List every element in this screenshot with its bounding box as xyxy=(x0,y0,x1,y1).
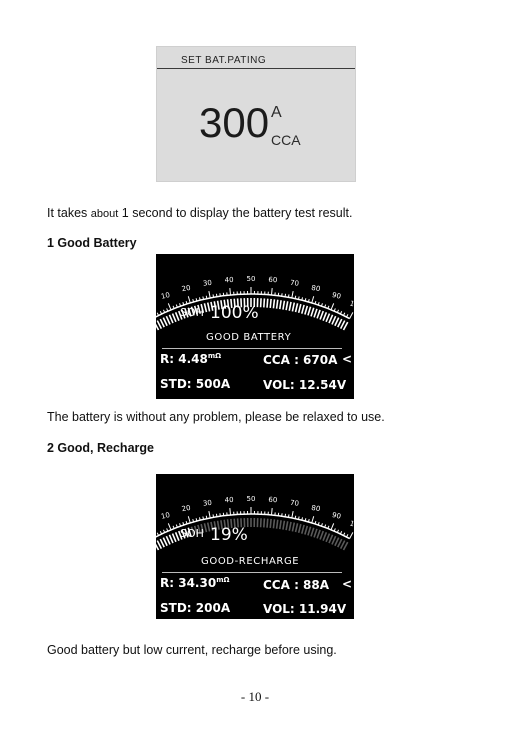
gauge-bar-tick xyxy=(277,520,278,529)
gauge-scale-tick xyxy=(331,303,334,309)
intro-text xyxy=(47,205,352,222)
cca-reading: CCA : 670A xyxy=(263,353,338,367)
gauge-scale-tick xyxy=(168,523,171,529)
gauge-scale-tick xyxy=(347,314,348,317)
gauge-scale-tick xyxy=(295,516,296,519)
gauge-scale-tick xyxy=(292,291,293,298)
gauge-scale-tick xyxy=(209,511,210,518)
gauge-bar-tick xyxy=(296,523,298,532)
rating-unit: A xyxy=(271,104,282,121)
status-divider xyxy=(162,572,342,573)
resistance-unit: mΩ xyxy=(207,352,222,360)
gauge-scale-tick xyxy=(203,297,204,300)
gauge-bar-tick xyxy=(283,521,284,530)
soh-gauge xyxy=(156,474,364,619)
tester-screen-good-battery xyxy=(156,254,364,399)
gauge-scale-label: 30 xyxy=(202,498,213,508)
gauge-scale-tick xyxy=(302,517,303,520)
gauge-bar-tick xyxy=(264,518,265,527)
gauge-scale-label: 80 xyxy=(310,283,321,294)
gauge-bar-tick xyxy=(308,527,311,536)
gauge-scale-label: 20 xyxy=(181,283,192,294)
gauge-bar-tick xyxy=(172,314,175,322)
gauge-bar-tick xyxy=(305,526,307,535)
gauge-scale-tick xyxy=(188,516,190,523)
resistance-value: R: 34.30 xyxy=(160,576,217,590)
gauge-scale-tick xyxy=(199,517,200,520)
gauge-scale-tick xyxy=(163,310,164,313)
gauge-bar-tick xyxy=(267,299,268,308)
gauge-bar-tick xyxy=(280,300,281,309)
gauge-scale-tick xyxy=(168,303,171,309)
intro-post: 1 second to display the battery test result. xyxy=(118,206,353,220)
gauge-bar-tick xyxy=(204,303,206,312)
arrow-left-icon: < xyxy=(342,577,353,591)
intro-small: about xyxy=(90,208,119,220)
gauge-bar-tick xyxy=(172,534,175,542)
gauge-bar-tick xyxy=(277,300,278,309)
gauge-scale-label: 60 xyxy=(268,275,278,285)
gauge-bar-tick xyxy=(302,525,304,534)
gauge-bar-tick xyxy=(332,536,336,544)
gauge-bar-tick xyxy=(305,306,307,315)
gauge-bar-tick xyxy=(323,312,326,320)
std-reading: STD: 500A xyxy=(160,377,231,391)
gauge-scale-tick xyxy=(199,297,200,300)
section1-heading: 1 Good Battery xyxy=(47,236,137,250)
soh-value: 19% xyxy=(210,525,248,545)
gauge-scale-label: 40 xyxy=(224,275,234,285)
gauge-bar-tick xyxy=(308,307,311,316)
soh-label: SOH xyxy=(180,527,204,540)
gauge-bar-tick xyxy=(320,531,323,539)
voltage-reading: VOL: 11.94V xyxy=(263,602,347,616)
section2-heading: 2 Good, Recharge xyxy=(47,441,154,455)
gauge-scale-label: 30 xyxy=(202,278,213,288)
gauge-scale-tick xyxy=(157,533,158,536)
gauge-scale-tick xyxy=(167,528,168,531)
gauge-scale-tick xyxy=(271,288,272,295)
gauge-bar-tick xyxy=(176,312,179,320)
gauge-scale-tick xyxy=(160,531,161,534)
gauge-bar-tick xyxy=(292,303,294,312)
gauge-scale-tick xyxy=(209,291,210,298)
gauge-scale-tick xyxy=(350,312,353,318)
gauge-scale-tick xyxy=(340,311,341,314)
gauge-bar-tick xyxy=(320,311,323,319)
gauge-bar-tick xyxy=(273,299,274,308)
gauge-scale-tick xyxy=(288,294,289,297)
std-reading: STD: 200A xyxy=(160,601,231,615)
soh-value: 100% xyxy=(210,303,259,323)
gauge-scale-tick xyxy=(271,508,272,515)
page-number: - 10 - xyxy=(240,689,270,704)
resistance-reading xyxy=(160,576,229,590)
resistance-value: R: 4.48 xyxy=(160,352,208,366)
gauge-bar-tick xyxy=(204,523,206,532)
voltage-reading: VOL: 12.54V xyxy=(263,378,347,392)
status-divider xyxy=(162,348,342,349)
resistance-reading xyxy=(160,352,221,366)
gauge-scale-label: 70 xyxy=(289,278,300,288)
gauge-scale-tick xyxy=(298,297,299,300)
gauge-bar-tick xyxy=(326,314,329,322)
gauge-bar-tick xyxy=(326,534,329,542)
gauge-bar-tick xyxy=(289,302,291,311)
gauge-scale-tick xyxy=(350,532,353,538)
gauge-scale-label: 100 xyxy=(348,519,364,531)
gauge-scale-label: 80 xyxy=(310,503,321,514)
gauge-scale-tick xyxy=(206,296,207,299)
gauge-bar-tick xyxy=(323,532,326,540)
gauge-bar-tick xyxy=(166,536,170,544)
gauge-scale-tick xyxy=(203,517,204,520)
cca-reading: CCA : 88A xyxy=(263,578,330,592)
tester-screen-good-recharge xyxy=(156,474,364,619)
gauge-bar-tick xyxy=(289,522,291,531)
gauge-bar-tick xyxy=(176,532,179,540)
gauge-scale-tick xyxy=(292,511,293,518)
gauge-bar-tick xyxy=(163,318,167,326)
gauge-scale-tick xyxy=(149,532,152,538)
gauge-scale-label: 70 xyxy=(289,498,300,508)
gauge-scale-tick xyxy=(206,516,207,519)
gauge-bar-tick xyxy=(329,315,333,323)
section1-caption: The battery is without any problem, please be relaxed to use. xyxy=(47,410,385,424)
gauge-bar-tick xyxy=(332,316,336,324)
gauge-bar-tick xyxy=(296,303,298,312)
gauge-scale-tick xyxy=(149,312,152,318)
gauge-bar-tick xyxy=(169,315,173,323)
gauge-bar-tick xyxy=(270,519,271,528)
gauge-scale-tick xyxy=(334,308,335,311)
arrow-left-icon: < xyxy=(342,352,353,366)
gauge-scale-tick xyxy=(312,296,314,303)
gauge-bar-tick xyxy=(317,530,320,538)
gauge-bar-tick xyxy=(314,309,317,318)
gauge-scale-label: 90 xyxy=(331,510,342,521)
gauge-scale-tick xyxy=(331,523,334,529)
gauge-scale-tick xyxy=(337,310,338,313)
gauge-bar-tick xyxy=(292,523,294,532)
gauge-scale-tick xyxy=(302,297,303,300)
section2-caption: Good battery but low current, recharge before using. xyxy=(47,643,337,657)
gauge-bar-tick xyxy=(166,316,170,324)
gauge-bar-tick xyxy=(283,301,284,310)
gauge-bar-tick xyxy=(329,535,333,543)
gauge-bar-tick xyxy=(302,305,304,314)
rating-value: 300 xyxy=(199,99,270,146)
rating-display xyxy=(156,46,356,182)
gauge-scale-tick xyxy=(312,516,314,523)
gauge-bar-tick xyxy=(270,299,271,308)
intro-pre: It takes xyxy=(47,206,91,220)
gauge-bar-tick xyxy=(299,524,301,533)
gauge-scale-tick xyxy=(213,294,214,297)
gauge-bar-tick xyxy=(286,521,288,530)
gauge-bar-tick xyxy=(280,520,281,529)
gauge-scale-label: 50 xyxy=(246,495,256,503)
gauge-bar-tick xyxy=(311,308,314,317)
gauge-scale-tick xyxy=(334,528,335,531)
gauge-scale-tick xyxy=(288,514,289,517)
gauge-bar-tick xyxy=(335,318,339,326)
resistance-unit: mΩ xyxy=(216,576,230,584)
gauge-scale-tick xyxy=(154,534,155,537)
gauge-scale-label: 10 xyxy=(160,290,171,301)
gauge-scale-label: 20 xyxy=(181,503,192,514)
gauge-scale-tick xyxy=(347,534,348,537)
gauge-bar-tick xyxy=(311,528,314,537)
status-text: GOOD BATTERY xyxy=(206,332,292,343)
rating-standard: CCA xyxy=(271,132,301,148)
gauge-scale-tick xyxy=(298,517,299,520)
gauge-scale-label: 90 xyxy=(331,290,342,301)
gauge-scale-tick xyxy=(230,288,231,295)
gauge-bar-tick xyxy=(169,535,173,543)
gauge-bar-tick xyxy=(264,298,265,307)
gauge-bar-tick xyxy=(163,538,167,546)
gauge-scale-tick xyxy=(163,530,164,533)
gauge-scale-label: 60 xyxy=(268,495,278,505)
gauge-scale-tick xyxy=(337,530,338,533)
soh-label: SOH xyxy=(180,306,204,319)
gauge-bar-tick xyxy=(299,304,301,313)
gauge-bar-tick xyxy=(317,310,320,318)
gauge-scale-tick xyxy=(343,533,344,536)
gauge-bar-tick xyxy=(314,529,317,538)
rating-header: SET BAT.PATING xyxy=(157,47,355,69)
gauge-scale-tick xyxy=(167,308,168,311)
gauge-scale-tick xyxy=(343,313,344,316)
gauge-scale-tick xyxy=(157,313,158,316)
gauge-scale-label: 50 xyxy=(246,275,256,283)
gauge-scale-tick xyxy=(340,531,341,534)
gauge-scale-label: 10 xyxy=(160,510,171,521)
gauge-bar-tick xyxy=(335,538,339,546)
gauge-scale-tick xyxy=(188,296,190,303)
gauge-scale-tick xyxy=(213,514,214,517)
gauge-scale-tick xyxy=(154,314,155,317)
gauge-bar-tick xyxy=(273,519,274,528)
gauge-scale-label: 100 xyxy=(348,299,364,311)
gauge-scale-tick xyxy=(295,296,296,299)
gauge-scale-tick xyxy=(160,311,161,314)
status-text: GOOD-RECHARGE xyxy=(201,556,300,567)
gauge-bar-tick xyxy=(267,519,268,528)
gauge-scale-tick xyxy=(230,508,231,515)
gauge-scale-label: 40 xyxy=(224,495,234,505)
gauge-bar-tick xyxy=(286,301,288,310)
